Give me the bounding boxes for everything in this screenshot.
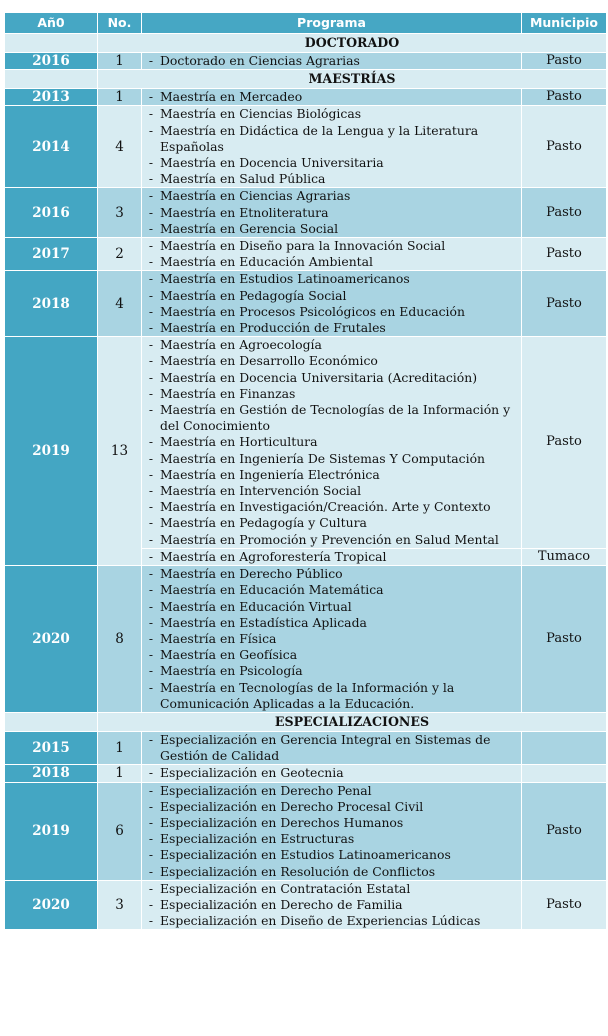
- municipio-cell: Pasto: [522, 53, 607, 70]
- program-name: Especialización en Estructuras: [160, 831, 355, 847]
- program-name: Maestría en Ciencias Biológicas: [160, 106, 362, 122]
- year-cell: 2013: [5, 89, 98, 106]
- program-name: Maestría en Educación Virtual: [160, 598, 352, 614]
- table-row: [5, 89, 607, 106]
- program-name: Maestría en Procesos Psicológicos en Educación: [160, 303, 465, 319]
- section-row: [5, 70, 607, 89]
- year-cell: 2017: [5, 238, 98, 271]
- program-name: Maestría en Derecho Público: [160, 566, 343, 582]
- program-item: [142, 304, 521, 320]
- program-item: [142, 402, 521, 434]
- program-item: [142, 254, 521, 270]
- program-item: [142, 205, 521, 221]
- section-blank-cell: [5, 34, 98, 53]
- table-body: [5, 34, 607, 930]
- municipio-cell: Pasto: [522, 271, 607, 337]
- program-name: Maestría en Intervención Social: [160, 483, 362, 499]
- programs-cell: [142, 238, 522, 271]
- header-no: No.: [98, 13, 142, 34]
- table-row: [5, 566, 607, 713]
- table-row: [5, 880, 607, 930]
- programs-cell: [142, 566, 522, 713]
- count-cell: 2: [98, 238, 142, 271]
- section-title: ESPECIALIZACIONES: [98, 712, 607, 731]
- section-title: MAESTRÍAS: [98, 70, 607, 89]
- dash-bullet: -: [148, 847, 154, 863]
- year-cell: 2018: [5, 271, 98, 337]
- program-item: [142, 783, 521, 799]
- program-item: [142, 288, 521, 304]
- programs-table: [4, 12, 607, 930]
- program-item: [142, 532, 521, 548]
- program-name: Maestría en Ingeniería Electrónica: [160, 466, 380, 482]
- program-item: [142, 566, 521, 582]
- dash-bullet: -: [148, 765, 154, 781]
- program-name: Maestría en Producción de Frutales: [160, 320, 386, 336]
- dash-bullet: -: [148, 798, 154, 814]
- dash-bullet: -: [148, 863, 154, 879]
- program-item: [142, 434, 521, 450]
- count-cell: 1: [98, 89, 142, 106]
- program-item: [142, 765, 521, 781]
- program-name: Maestría en Educación Ambiental: [160, 254, 374, 270]
- dash-bullet: -: [148, 515, 154, 531]
- count-cell: 1: [98, 765, 142, 782]
- dash-bullet: -: [148, 913, 154, 929]
- programs-cell: [142, 188, 522, 238]
- program-item: [142, 271, 521, 287]
- section-row: [5, 712, 607, 731]
- dash-bullet: -: [148, 402, 154, 418]
- program-name: Especialización en Derecho Penal: [160, 782, 372, 798]
- program-name: Maestría en Investigación/Creación. Arte y Contexto: [160, 499, 491, 515]
- program-name: Maestría en Agroforestería Tropical: [160, 548, 387, 564]
- dash-bullet: -: [148, 238, 154, 254]
- year-cell: 2018: [5, 765, 98, 782]
- program-item: [142, 615, 521, 631]
- dash-bullet: -: [148, 582, 154, 598]
- program-name: Especialización en Estudios Latinoamericanos: [160, 847, 451, 863]
- programs-cell: [142, 106, 522, 188]
- year-cell: 2019: [5, 782, 98, 880]
- municipio-cell: [522, 731, 607, 764]
- table-row: [5, 731, 607, 764]
- program-item: [142, 897, 521, 913]
- program-name: Maestría en Etnoliteratura: [160, 204, 329, 220]
- program-name: Maestría en Física: [160, 630, 277, 646]
- program-name: Maestría en Diseño para la Innovación Social: [160, 238, 446, 254]
- count-cell: 4: [98, 106, 142, 188]
- programs-cell: [142, 880, 522, 930]
- program-item: [142, 188, 521, 204]
- count-cell: 1: [98, 53, 142, 70]
- municipio-cell: [522, 765, 607, 782]
- count-cell: 6: [98, 782, 142, 880]
- program-name: Maestría en Estudios Latinoamericanos: [160, 271, 410, 287]
- program-item: [142, 155, 521, 171]
- count-cell: 13: [98, 337, 142, 566]
- program-name: Maestría en Estadística Aplicada: [160, 614, 367, 630]
- program-name: Doctorado en Ciencias Agrarias: [160, 53, 360, 68]
- section-blank-cell: [5, 70, 98, 89]
- table-row: [5, 188, 607, 238]
- dash-bullet: -: [148, 831, 154, 847]
- dash-bullet: -: [148, 896, 154, 912]
- program-name: Maestría en Docencia Universitaria: [160, 155, 384, 171]
- dash-bullet: -: [148, 434, 154, 450]
- program-name: Maestría en Ingeniería De Sistemas Y Computación: [160, 450, 486, 466]
- table-row: [5, 765, 607, 782]
- program-item: [142, 599, 521, 615]
- program-name: Maestría en Tecnologías de la Información y la Comunicación Aplicadas a la Educación.: [160, 679, 455, 711]
- dash-bullet: -: [148, 337, 154, 353]
- program-name: Especialización en Gerencia Integral en Sistemas de Gestión de Calidad: [160, 731, 491, 764]
- dash-bullet: -: [148, 369, 154, 385]
- program-name: Maestría en Finanzas: [160, 385, 296, 401]
- program-item: [142, 732, 521, 764]
- program-name: Maestría en Horticultura: [160, 434, 318, 450]
- program-item: [142, 483, 521, 499]
- program-item: [142, 831, 521, 847]
- dash-bullet: -: [148, 320, 154, 336]
- program-name: Maestría en Gestión de Tecnologías de la Información y del Conocimiento: [160, 402, 511, 434]
- section-blank-cell: [5, 712, 98, 731]
- programs-table-container: [4, 12, 604, 930]
- year-cell: 2015: [5, 731, 98, 764]
- dash-bullet: -: [148, 89, 154, 105]
- program-name: Especialización en Diseño de Experiencias Lúdicas: [160, 913, 481, 929]
- dash-bullet: -: [148, 814, 154, 830]
- table-row: [5, 53, 607, 70]
- program-item: [142, 680, 521, 712]
- programs-cell: [142, 337, 522, 549]
- dash-bullet: -: [148, 353, 154, 369]
- program-item: [142, 815, 521, 831]
- section-row: [5, 34, 607, 53]
- dash-bullet: -: [148, 630, 154, 646]
- programs-cell: [142, 53, 522, 70]
- program-item: [142, 467, 521, 483]
- count-cell: 3: [98, 188, 142, 238]
- table-row: [5, 337, 607, 549]
- dash-bullet: -: [148, 782, 154, 798]
- programs-cell: [142, 271, 522, 337]
- program-item: [142, 864, 521, 880]
- program-name: Maestría en Pedagogía y Cultura: [160, 515, 367, 531]
- municipio-cell: Pasto: [522, 566, 607, 713]
- program-item: [142, 106, 521, 122]
- dash-bullet: -: [148, 598, 154, 614]
- programs-cell: [142, 89, 522, 106]
- programs-cell: [142, 765, 522, 782]
- count-cell: 1: [98, 731, 142, 764]
- program-item: [142, 647, 521, 663]
- program-item: [142, 913, 521, 929]
- programs-cell: [142, 731, 522, 764]
- dash-bullet: -: [148, 647, 154, 663]
- table-row: [5, 271, 607, 337]
- dash-bullet: -: [148, 204, 154, 220]
- program-item: [142, 53, 521, 69]
- program-item: [142, 515, 521, 531]
- dash-bullet: -: [148, 106, 154, 122]
- municipio-cell: Pasto: [522, 89, 607, 106]
- dash-bullet: -: [148, 122, 154, 138]
- header-year: Añ0: [5, 13, 98, 34]
- dash-bullet: -: [148, 679, 154, 695]
- program-item: [142, 171, 521, 187]
- table-row: [5, 238, 607, 271]
- program-name: Especialización en Derecho de Familia: [160, 896, 403, 912]
- program-name: Especialización en Resolución de Conflictos: [160, 863, 436, 879]
- municipio-cell: Pasto: [522, 188, 607, 238]
- program-name: Especialización en Derecho Procesal Civil: [160, 798, 424, 814]
- program-item: [142, 353, 521, 369]
- program-name: Especialización en Derechos Humanos: [160, 814, 404, 830]
- table-header-row: [5, 13, 607, 34]
- dash-bullet: -: [148, 614, 154, 630]
- program-name: Maestría en Didáctica de la Lengua y la Literatura Españolas: [160, 122, 479, 154]
- year-cell: 2016: [5, 188, 98, 238]
- program-item: [142, 89, 521, 105]
- program-name: Especialización en Geotecnia: [160, 765, 344, 781]
- municipio-cell: Pasto: [522, 238, 607, 271]
- municipio-cell: Pasto: [522, 782, 607, 880]
- program-name: Maestría en Ciencias Agrarias: [160, 188, 351, 204]
- program-name: Maestría en Agroecología: [160, 337, 322, 353]
- programs-cell: [142, 782, 522, 880]
- program-name: Maestría en Pedagogía Social: [160, 287, 347, 303]
- municipio-cell: Pasto: [522, 106, 607, 188]
- dash-bullet: -: [148, 450, 154, 466]
- dash-bullet: -: [148, 499, 154, 515]
- program-item: [142, 320, 521, 336]
- program-item: [142, 337, 521, 353]
- program-name: Maestría en Gerencia Social: [160, 220, 339, 236]
- dash-bullet: -: [148, 466, 154, 482]
- program-name: Especialización en Contratación Estatal: [160, 880, 411, 896]
- program-item: [142, 221, 521, 237]
- program-name: Maestría en Mercadeo: [160, 89, 303, 105]
- header-programa: Programa: [142, 13, 522, 34]
- year-cell: 2019: [5, 337, 98, 566]
- dash-bullet: -: [148, 663, 154, 679]
- program-item: [142, 499, 521, 515]
- count-cell: 4: [98, 271, 142, 337]
- table-row: [5, 782, 607, 880]
- year-cell: 2014: [5, 106, 98, 188]
- program-item: [142, 881, 521, 897]
- section-title: DOCTORADO: [98, 34, 607, 53]
- program-name: Maestría en Geofísica: [160, 647, 298, 663]
- program-item: [142, 847, 521, 863]
- program-item: [142, 238, 521, 254]
- dash-bullet: -: [148, 731, 154, 747]
- dash-bullet: -: [148, 53, 154, 68]
- program-name: Maestría en Psicología: [160, 663, 303, 679]
- dash-bullet: -: [148, 287, 154, 303]
- dash-bullet: -: [148, 880, 154, 896]
- count-cell: 3: [98, 880, 142, 930]
- program-item: [142, 631, 521, 647]
- programs-cell: [142, 548, 522, 565]
- program-name: Maestría en Salud Pública: [160, 171, 326, 187]
- program-name: Maestría en Promoción y Prevención en Salud Mental: [160, 531, 499, 547]
- dash-bullet: -: [148, 188, 154, 204]
- program-name: Maestría en Docencia Universitaria (Acreditación): [160, 369, 478, 385]
- count-cell: 8: [98, 566, 142, 713]
- program-name: Maestría en Desarrollo Económico: [160, 353, 378, 369]
- dash-bullet: -: [148, 531, 154, 547]
- dash-bullet: -: [148, 483, 154, 499]
- dash-bullet: -: [148, 254, 154, 270]
- dash-bullet: -: [148, 548, 154, 564]
- municipio-cell: Pasto: [522, 337, 607, 549]
- municipio-cell: Tumaco: [522, 548, 607, 565]
- year-cell: 2020: [5, 566, 98, 713]
- year-cell: 2016: [5, 53, 98, 70]
- year-cell: 2020: [5, 880, 98, 930]
- dash-bullet: -: [148, 171, 154, 187]
- municipio-cell: Pasto: [522, 880, 607, 930]
- program-item: [142, 123, 521, 155]
- dash-bullet: -: [148, 271, 154, 287]
- program-item: [142, 451, 521, 467]
- header-municipio: Municipio: [522, 13, 607, 34]
- program-item: [142, 549, 521, 565]
- program-item: [142, 386, 521, 402]
- program-item: [142, 663, 521, 679]
- program-item: [142, 799, 521, 815]
- program-name: Maestría en Educación Matemática: [160, 582, 384, 598]
- dash-bullet: -: [148, 566, 154, 582]
- dash-bullet: -: [148, 155, 154, 171]
- program-item: [142, 582, 521, 598]
- table-row: [5, 106, 607, 188]
- program-item: [142, 370, 521, 386]
- dash-bullet: -: [148, 385, 154, 401]
- dash-bullet: -: [148, 303, 154, 319]
- dash-bullet: -: [148, 220, 154, 236]
